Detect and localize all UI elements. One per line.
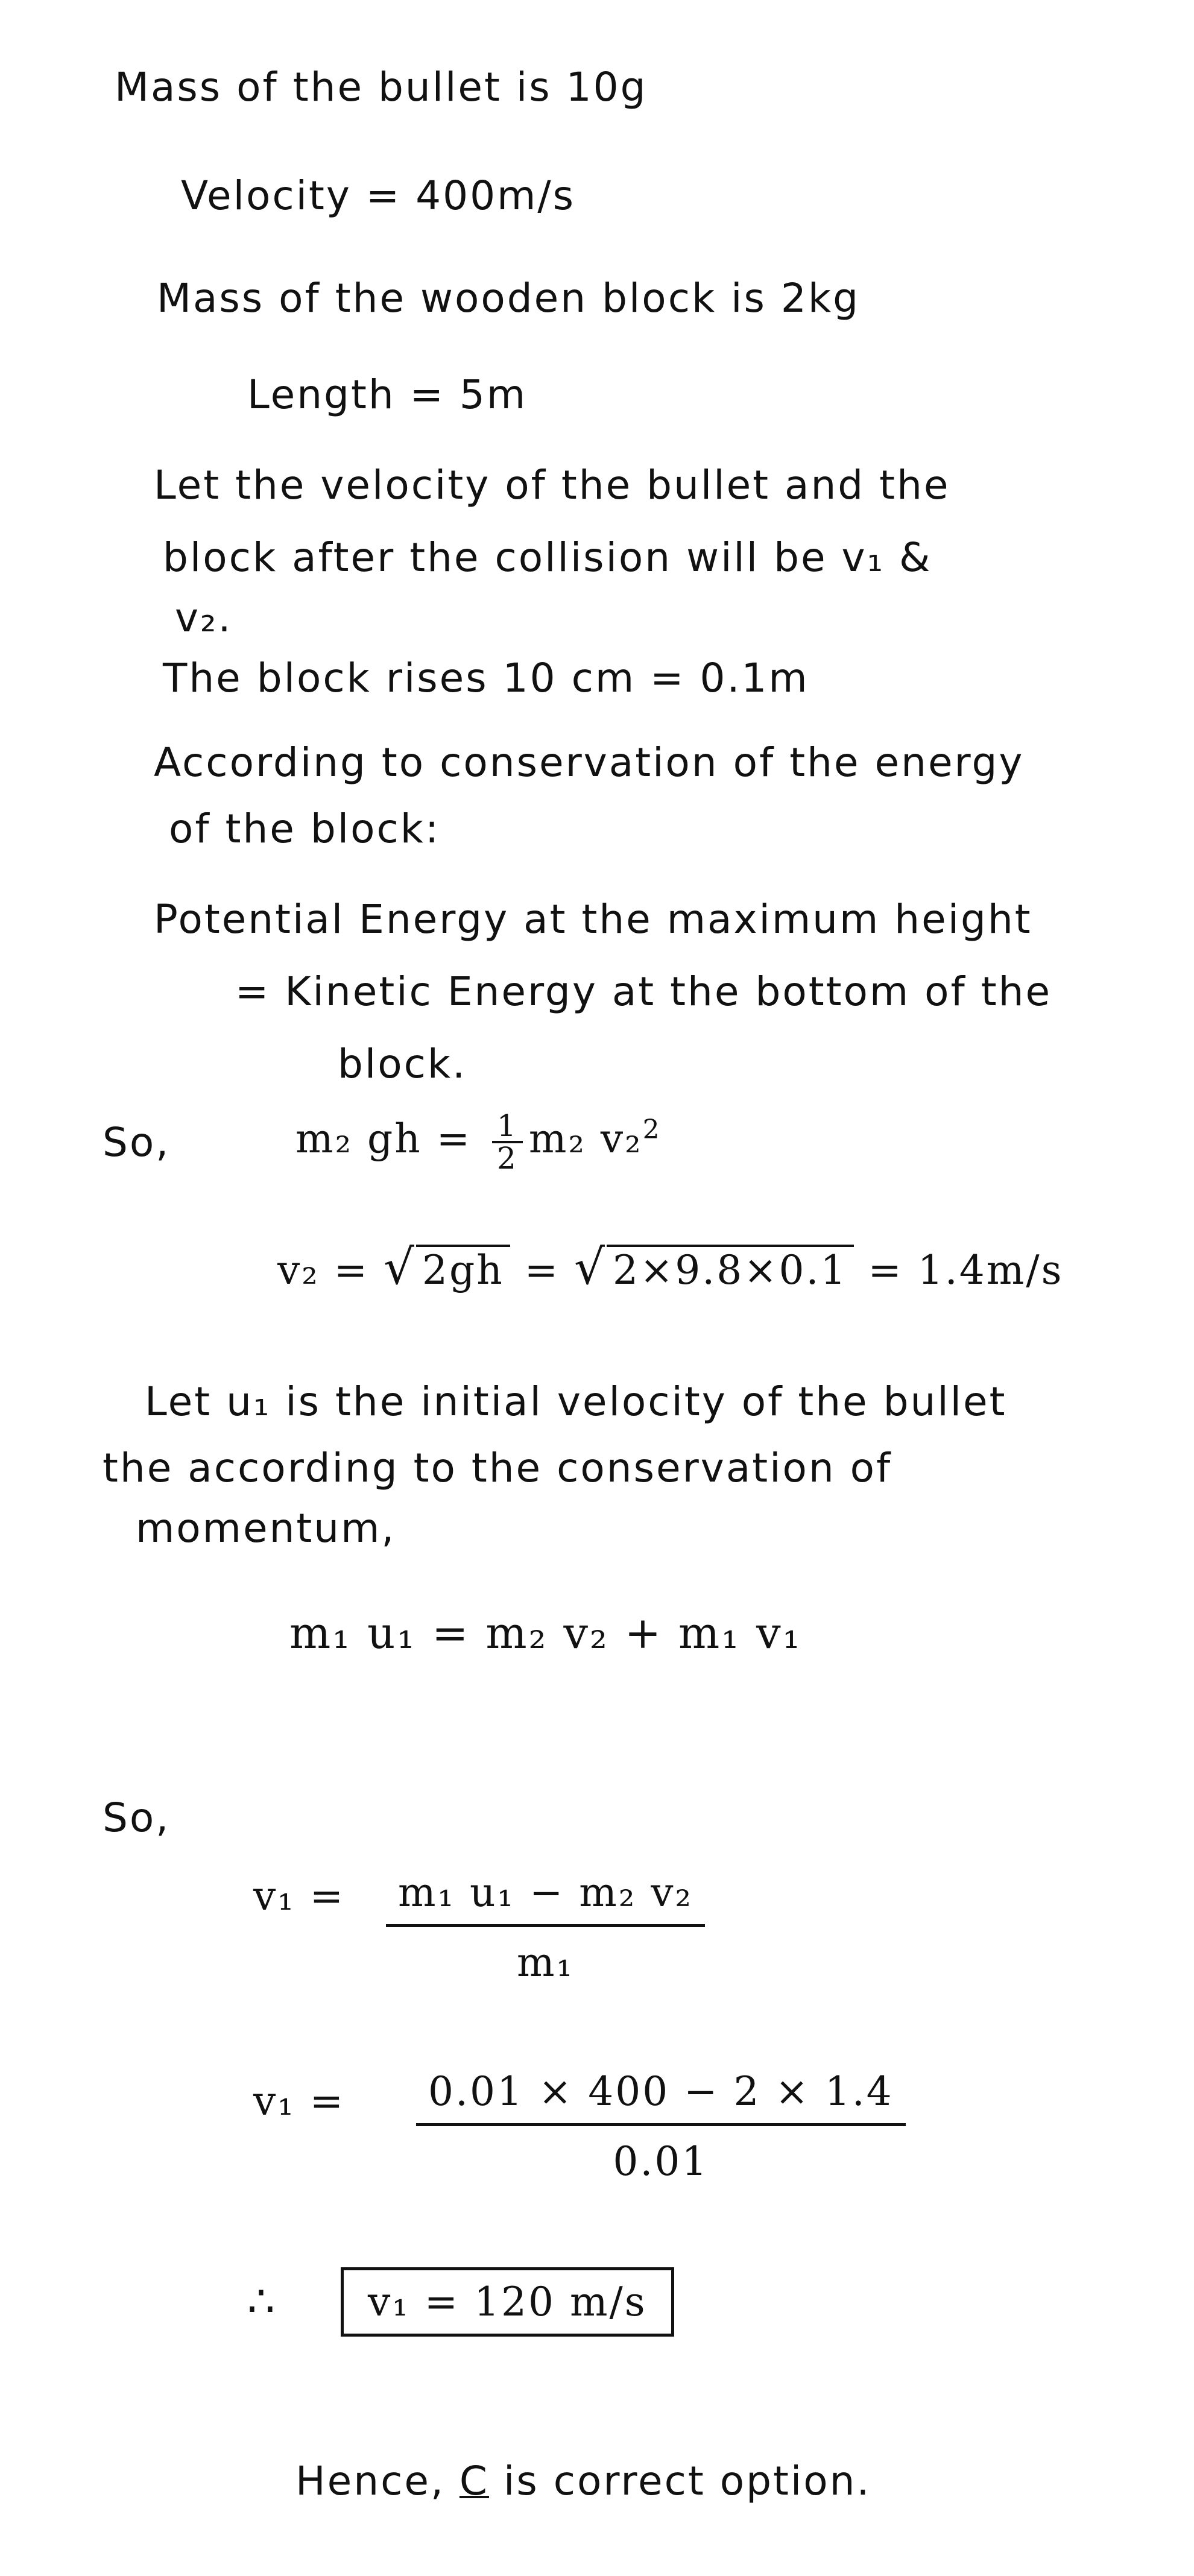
energy-equation-left: m₂ gh = <box>295 1116 487 1162</box>
conclusion-rest: is correct option. <box>489 2458 871 2504</box>
conservation-line-2: of the block: <box>169 806 441 852</box>
final-answer-box: v₁ = 120 m/s <box>341 2267 674 2337</box>
v2-radicand-2: 2×9.8×0.1 <box>607 1245 854 1293</box>
momentum-line-1: Let u₁ is the initial velocity of the bullet <box>145 1378 1007 1425</box>
v2-result: = 1.4m/s <box>853 1247 1064 1293</box>
v1-fraction-symbolic <box>386 1869 705 1986</box>
v1-fraction-numerator: m₁ u₁ − m₂ v₂ <box>386 1869 705 1927</box>
one-half-fraction: $\frac{1}{2}$ <box>492 1111 523 1173</box>
velocity-line: Velocity = 400m/s <box>181 172 576 219</box>
v2-prefix: v₂ = <box>277 1247 384 1293</box>
potential-energy-line-2: = Kinetic Energy at the bottom of the <box>235 968 1052 1015</box>
energy-equation-right: m₂ v₂ <box>528 1116 643 1162</box>
so-label-1: So, <box>103 1119 171 1166</box>
conservation-line-1: According to conservation of the energy <box>154 739 1025 786</box>
let-velocity-line-2: block after the collision will be v₁ & <box>163 534 932 581</box>
so-label-2: So, <box>103 1795 171 1841</box>
momentum-line-2: the according to the conservation of <box>103 1445 892 1491</box>
potential-energy-line-3: block. <box>338 1041 467 1087</box>
bullet-mass-line: Mass of the bullet is 10g <box>115 64 648 110</box>
let-velocity-line-1: Let the velocity of the bullet and the <box>154 462 950 508</box>
v1-numeric-denominator: 0.01 <box>613 2138 709 2185</box>
block-rise-line: The block rises 10 cm = 0.1m <box>163 655 809 701</box>
square-root-icon: √ <box>574 1239 607 1295</box>
v1-numeric-numerator: 0.01 × 400 − 2 × 1.4 <box>416 2068 906 2126</box>
square-root-icon: √ <box>384 1239 416 1295</box>
energy-equation <box>295 1108 662 1176</box>
v1-label-2: v₁ = <box>253 2078 346 2124</box>
v1-label-1: v₁ = <box>253 1873 346 1919</box>
momentum-line-3: momentum, <box>136 1505 396 1552</box>
conclusion-line <box>295 2458 871 2504</box>
potential-energy-line-1: Potential Energy at the maximum height <box>154 896 1032 942</box>
conclusion-hence: Hence, <box>295 2458 460 2504</box>
correct-option-letter: C <box>459 2458 490 2504</box>
therefore-symbol: ∴ <box>247 2276 277 2326</box>
v1-fraction-numeric <box>416 2068 906 2185</box>
squared-exponent: 2 <box>642 1114 662 1145</box>
length-line: Length = 5m <box>247 371 528 418</box>
let-velocity-line-3: v₂. <box>175 595 233 641</box>
block-mass-line: Mass of the wooden block is 2kg <box>157 275 860 321</box>
v2-equation <box>277 1239 1064 1295</box>
v2-radicand-1: 2gh <box>416 1245 510 1293</box>
v2-equals: = <box>510 1247 575 1293</box>
momentum-equation: m₁ u₁ = m₂ v₂ + m₁ v₁ <box>289 1608 802 1658</box>
v1-fraction-denominator: m₁ <box>516 1939 575 1986</box>
